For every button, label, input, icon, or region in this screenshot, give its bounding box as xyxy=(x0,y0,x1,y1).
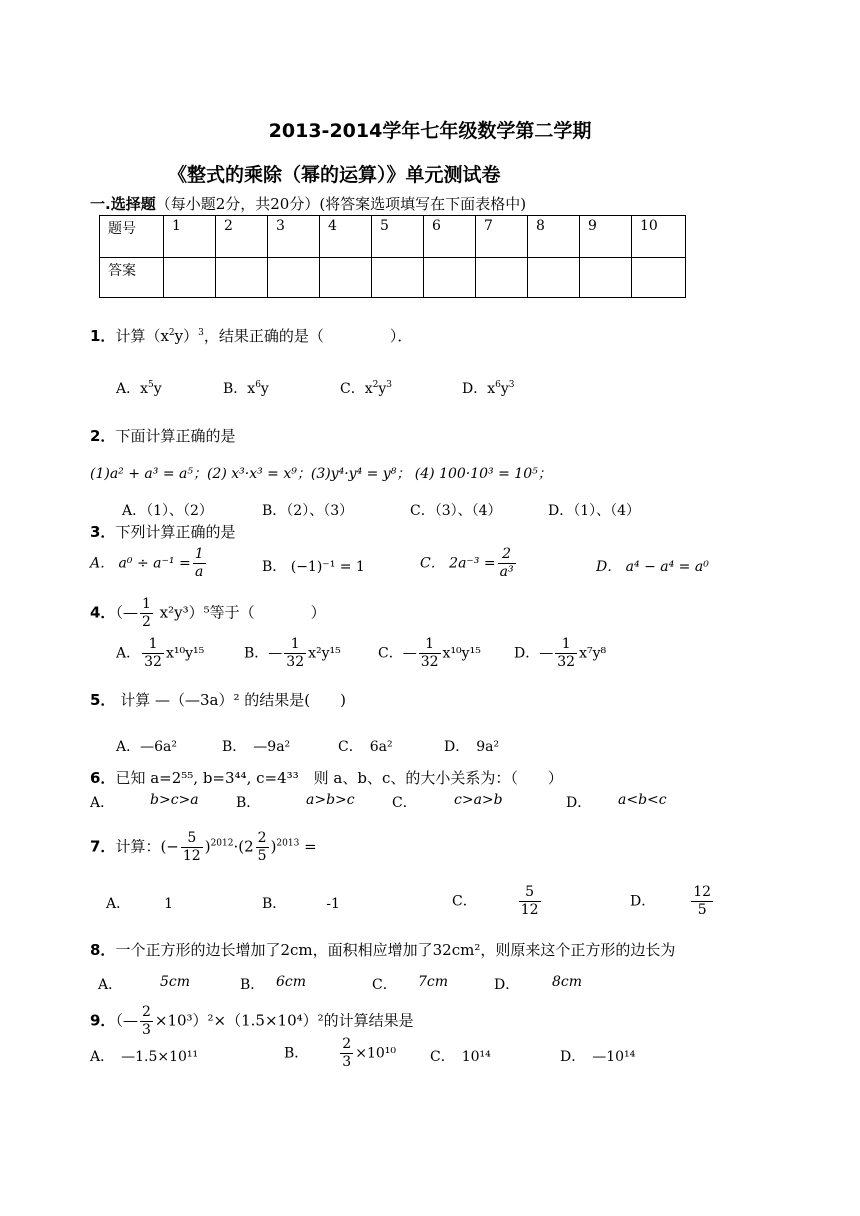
q6-text: 已知 a=2⁵⁵, b=3⁴⁴, c=4³³ 则 a、b、c、的大小关系为：（ ） xyxy=(115,769,563,787)
q6-option-a-label: A． xyxy=(90,795,115,811)
q2-text: 下面计算正确的是 xyxy=(115,427,236,445)
question-6 xyxy=(90,768,563,788)
q8-option-d-label: D． xyxy=(494,977,520,993)
table-cell: 2 xyxy=(216,216,268,258)
q8-option-a-label: A． xyxy=(98,977,123,993)
table-cell: 5 xyxy=(372,216,424,258)
table-cell: 答案 xyxy=(100,258,164,298)
table-cell: 6 xyxy=(424,216,476,258)
answer-table xyxy=(99,215,686,298)
q4-option-a: A． $\frac{1}{32}$ x¹⁰y¹⁵ xyxy=(116,636,205,670)
q1-text: 计算（x xyxy=(115,327,169,345)
q3-text: 下列计算正确的是 xyxy=(115,523,236,541)
q8-option-c: 7cm xyxy=(418,974,449,990)
table-cell: 7 xyxy=(476,216,528,258)
table-cell: 10 xyxy=(632,216,686,258)
q5-text: 计算 —（—3a）² 的结果是( ) xyxy=(120,691,346,709)
answer-cell[interactable] xyxy=(632,258,686,298)
q7-option-c: C． $\frac{5}{12}$ xyxy=(452,884,539,918)
table-cell: 4 xyxy=(320,216,372,258)
q8-option-d: 8cm xyxy=(552,974,583,990)
question-7: 7．计算：(− $\frac{5}{12}$ )$^{2012}$·(2 $\frac{2}{5}$ )$^{2013}$ = xyxy=(90,830,317,864)
answer-cell[interactable] xyxy=(372,258,424,298)
q1-text: ，结果正确的是（ xyxy=(203,327,324,345)
q6-option-a: b>c>a xyxy=(150,792,199,808)
answer-cell[interactable] xyxy=(424,258,476,298)
question-number: 1． xyxy=(90,327,116,345)
question-number: 7． xyxy=(90,837,116,856)
q3-option-c: C． 2a⁻³ = $\frac{2}{\text{a³}}$ xyxy=(420,546,514,580)
q3-option-b: B． (−1)⁻¹ = 1 xyxy=(262,559,365,575)
q2-option-c: C．（3）、（4） xyxy=(410,503,502,519)
question-number: 4． xyxy=(90,603,116,622)
q4-option-b: B．— $\frac{1}{32}$ x²y¹⁵ xyxy=(244,636,341,670)
q6-option-c: c>a>b xyxy=(454,792,503,808)
q1-option-d: D．$x^6y^3$ xyxy=(462,380,515,397)
q1-exp: 2 xyxy=(168,328,175,338)
answer-cell[interactable] xyxy=(528,258,580,298)
q6-option-d-label: D． xyxy=(566,795,592,811)
q1-text: y） xyxy=(174,327,199,345)
table-row xyxy=(100,216,686,258)
q7-option-b: B． -1 xyxy=(262,896,340,912)
answer-cell[interactable] xyxy=(320,258,372,298)
question-1 xyxy=(90,326,412,346)
page-title: 2013-2014学年七年级数学第二学期 xyxy=(268,120,592,142)
q5-option-a: A．—6a² xyxy=(116,739,177,755)
q9-option-b: B． $\frac{2}{3}$ ×10¹⁰ xyxy=(284,1036,396,1070)
table-cell: 题号 xyxy=(100,216,164,258)
q4-option-c: C．— $\frac{1}{32}$ x¹⁰y¹⁵ xyxy=(378,636,481,670)
q2-option-d: D．（1）、（4） xyxy=(548,503,641,519)
section-note: （每小题2分，共20分）(将答案选项填写在下面表格中) xyxy=(155,195,527,213)
q1-text: ）． xyxy=(389,327,413,345)
q8-option-b: 6cm xyxy=(276,974,307,990)
q5-option-b: B． —9a² xyxy=(222,739,291,755)
q2-expressions: (1)a² + a³ = a⁵；(2) x³·x³ = x⁹；(3)y⁴·y⁴ = y⁸； (4) 100·10³ = 10⁵； xyxy=(90,466,552,482)
question-9: 9．（— $\frac{2}{3}$ ×10³）²×（1.5×10⁴）²的计算结果是 xyxy=(90,1004,414,1038)
answer-cell[interactable] xyxy=(164,258,216,298)
q2-option-b: B．（2）、（3） xyxy=(262,503,354,519)
q6-option-b-label: B． xyxy=(236,795,261,811)
q8-option-b-label: B． xyxy=(240,977,265,993)
q6-option-b: a>b>c xyxy=(306,792,355,808)
q8-option-c-label: C． xyxy=(372,977,397,993)
table-cell: 8 xyxy=(528,216,580,258)
question-number: 2． xyxy=(90,427,116,445)
q4-option-d: D．— $\frac{1}{32}$ x⁷y⁸ xyxy=(514,636,607,670)
q6-option-d: a<b<c xyxy=(618,792,667,808)
q9-option-c: C． 10¹⁴ xyxy=(430,1049,491,1065)
q3-option-a: A． a⁰ ÷ a⁻¹ = $\frac{1}{a}$ xyxy=(90,546,204,580)
question-2 xyxy=(90,426,235,446)
q2-option-a: A．（1）、（2） xyxy=(122,503,213,519)
table-row xyxy=(100,258,686,298)
page-subtitle: 《整式的乘除（幂的运算）》单元测试卷 xyxy=(168,164,501,186)
q1-exp: 3 xyxy=(198,328,204,338)
q1-option-a: A．$x^5y$ xyxy=(116,380,162,397)
section-label: 一.选择题 xyxy=(90,195,156,213)
question-number: 6． xyxy=(90,769,116,787)
q9-option-d: D． —10¹⁴ xyxy=(560,1049,636,1065)
question-number: 9． xyxy=(90,1011,116,1030)
q1-option-c: C．$x^2y^3$ xyxy=(340,380,392,397)
q6-option-c-label: C． xyxy=(392,795,417,811)
q7-option-d: D． $\frac{12}{5}$ xyxy=(630,884,712,918)
question-8 xyxy=(90,940,675,960)
q9-option-a: A． —1.5×10¹¹ xyxy=(90,1049,199,1065)
answer-cell[interactable] xyxy=(216,258,268,298)
q1-option-b: B．$x^6y$ xyxy=(223,380,269,397)
q7-option-a: A． 1 xyxy=(106,896,174,912)
question-number: 8． xyxy=(90,941,116,959)
q5-option-d: D． 9a² xyxy=(444,739,500,755)
q8-text: 一个正方形的边长增加了2cm，面积相应增加了32cm²，则原来这个正方形的边长为 xyxy=(115,941,676,959)
table-cell: 9 xyxy=(580,216,632,258)
q7-text: 计算： xyxy=(115,837,161,856)
q5-option-c: C． 6a² xyxy=(338,739,393,755)
question-number: 5． xyxy=(90,691,116,709)
table-cell: 3 xyxy=(268,216,320,258)
question-4: 4．（— $\frac{1}{2}$ x²y³）⁵等于（ ） xyxy=(90,596,326,630)
q3-option-d: D． a⁴ − a⁴ = a⁰ xyxy=(596,559,709,575)
answer-cell[interactable] xyxy=(268,258,320,298)
q8-option-a: 5cm xyxy=(160,974,191,990)
question-5 xyxy=(90,690,346,710)
answer-cell[interactable] xyxy=(476,258,528,298)
question-3 xyxy=(90,522,235,542)
answer-cell[interactable] xyxy=(580,258,632,298)
question-number: 3． xyxy=(90,523,116,541)
table-cell: 1 xyxy=(164,216,216,258)
section-header xyxy=(90,194,526,214)
